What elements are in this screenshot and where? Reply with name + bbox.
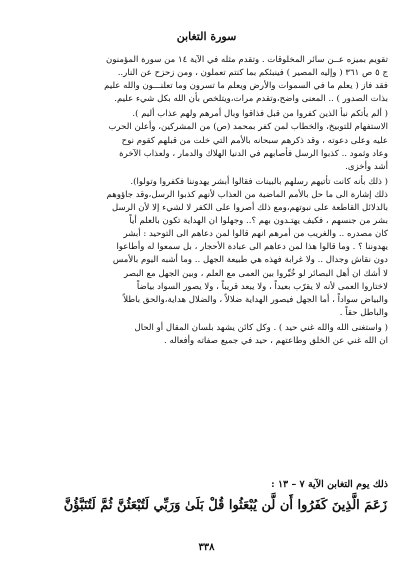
paragraph: ( ألم يأتكم نبأ الذين كفروا من قبل فذاقوا وبال أمرهم ولهم عذاب أليم ). الاستفهام للتوبيخ، والخطاب لمن كفر بمحمد (ص) من المشركين، وأعلن الحرب عليه وعلى دعوته ، وقد ذكرهم سبحانه بالأمم التي خلت من قبلهم كقوم نوح وعاد وثمود .. كذبوا الرسل فأصابهم في الدنيا الهلاك والدمار ، ولعذاب الآخرة أشد وأخزى. [108, 109, 388, 172]
body-text [22, 54, 388, 350]
paragraph: ( واستغنى الله والله غني حيد ) . وكل كائن يشهد بلسان المقال أو الحال ان الله غني عن الخلق وطاعتهم ، حيد في جميع صفاته وأفعاله . [134, 322, 388, 346]
quran-verse: زَعَمَ الَّذِينَ كَفَرُوا أَن لَّن يُبْعَثُوا قُلْ بَلَىٰ وَرَبِّي لَتُبْعَثُنَّ ثُمَّ لَتُنَبَّؤُنَّ [63, 498, 387, 513]
paragraph: ( ذلك بأنه كانت تأتيهم رسلهم بالبينات فقالوا أبشر يهدوننا فكفروا وتولوا). ذلك إشارة الى ما حل بالأمم الماضية من العذاب لأنهم كذبوا الرسل،وقد جاؤوهم بالدلائل القاطعة على نبوتهم،ومع ذلك أصروا على الكفر لا لشيء إلا لأن الرسل بشر من جنسهم ، فكيف يهتـدون بهم ؟.. وجهلوا ان الهداية تكون بالعلم أياً كان مصدره .. والغريب من أمرهم انهم قالوا لمن دعاهم الى التوحيد : أبشر يهدوننا ؟ . وما قالوا هذا لمن دعاهم الى عبادة الأحجار ، بل سمعوا له وأطاعوا دون نقاش وجدال .. ولا غرابة فهذه هي طبيعة الجهل .. وما أشبه اليوم بالأمس لا أشك ان أهل البصائر لو خُيِّروا بين العمى مع العلم ، وبين الجهل مع البصر لاختاروا العمى لأنه لا يقرّب بعيداً ، ولا يبعد قريباً ، ولا يصور السواد بياضاً والبياض سواداً ، أما الجهل فيصور الهداية ضلالاً ، والضلال هداية،والحق باطلاً والباطل حقاً . [106, 176, 388, 318]
page-number: ٣٣٨ [198, 542, 215, 553]
paragraph: تقويم بميزه عــن سائر المخلوقات . وتقدم مثله في الآية ١٤ من سورة المؤمنون ج ٥ ص ٣٦١ ( وإليه المصير ) فينبئكم بما كنتم تعملون ، ومن زحزح عن النار.. فقد فاز ( يعلم ما في السموات والأرض ويعلم ما تسرون وما تعلنـــون والله عليم بذات الصدور ) .. المعنى واضح،وتقدم مرات،ويتلخص بأن الله بكل شيء عليم. [104, 55, 388, 105]
section-heading: ذلك يوم التغابن الآية ٧ – ١٣ : [271, 479, 388, 490]
page-title: سورة التغابن [176, 30, 237, 43]
